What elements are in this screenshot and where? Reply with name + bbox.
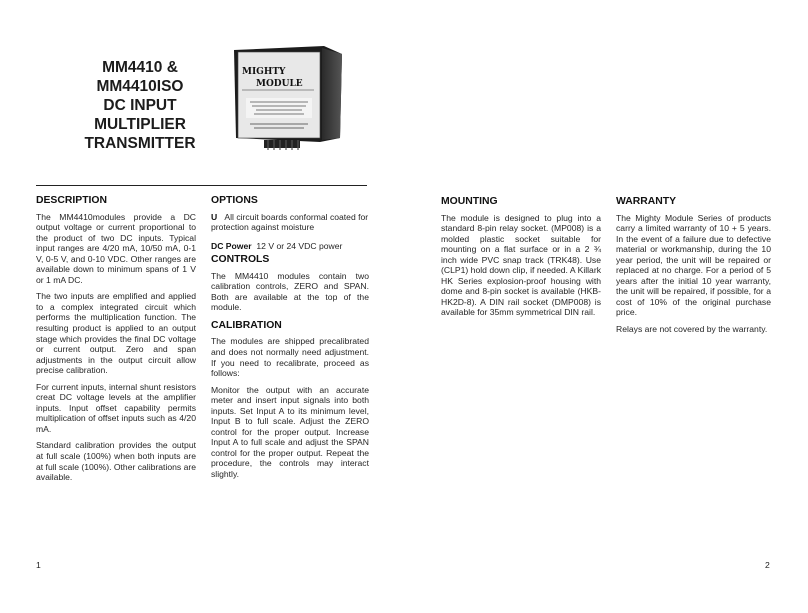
option-item	[211, 241, 369, 252]
controls-heading: CONTROLS	[211, 254, 270, 266]
title-line: MM4410 &	[102, 59, 178, 76]
description-heading: DESCRIPTION	[36, 195, 108, 206]
svg-text:MODULE: MODULE	[256, 79, 303, 89]
paragraph: The module is designed to plug into a standard 8-pin relay socket. (MP008) is a molded plastic socket suitable for mounting on a flat surface or in a 2 ¾ inch wide PVC snap track (TRK48). Use (CLP1) hold down clip, if needed. A Killark HK Series explosion-proof housing with dome and 8-pin socket is available (HKB-HK2D-8). A DIN rail socket (DMP008) is available for 35mm symmetrical DIN rail.	[441, 212, 601, 318]
options-heading: OPTIONS	[211, 195, 258, 206]
title-line: TRANSMITTER	[84, 135, 196, 152]
warranty-section	[616, 197, 771, 341]
calibration-heading: CALIBRATION	[211, 319, 282, 331]
paragraph: Relays are not covered by the warranty.	[616, 324, 768, 335]
option-text: 12 V or 24 VDC power	[256, 240, 343, 251]
paragraph: The two inputs are emplified and applied to a complex integrated circuit which performs the multiplication function. The resulting product is applied to an output stage which provides the final DC voltage or current output. Zero and span adjustments in the output circuit allow precise calibration.	[36, 291, 196, 376]
title-line: DC INPUT	[103, 97, 177, 114]
product-title	[70, 58, 210, 153]
options-controls-calibration-column	[211, 196, 369, 486]
option-text: All circuit boards conformal coated for protection against moisture	[211, 211, 369, 233]
option-code: DC Power	[211, 240, 252, 251]
paragraph: The Mighty Module Series of products carry a limited warranty of 10 + 5 years. In the event of a failure due to defective material or workmanship, during the 10 year period, the unit will be repaired or replaced at no charge. For a period of 5 years after the initial 10 year warranty, the unit will be repaired, if possible, for a cost of 10% of the original purchase price.	[616, 212, 771, 318]
page-number-right: 2	[765, 560, 770, 570]
paragraph: Standard calibration provides the output at full scale (100%) when both inputs are at full scale (100%). Other calibrations are available.	[36, 440, 197, 483]
title-line: MULTIPLIER	[94, 116, 186, 133]
warranty-heading: WARRANTY	[616, 196, 677, 207]
logo-text: MIGHTY	[242, 67, 286, 77]
page-number-left: 1	[36, 560, 41, 570]
paragraph: The MM4410 modules contain two calibration controls, ZERO and SPAN. Both are available at the top of the module.	[211, 270, 369, 313]
option-item	[211, 212, 369, 233]
title-line: MM4410ISO	[96, 78, 184, 95]
description-section	[36, 196, 196, 489]
option-code: U	[211, 211, 218, 222]
header-divider	[36, 185, 367, 186]
paragraph: For current inputs, internal shunt resistors creat DC voltage levels at the amplifier inputs. Input offset capability permits multiplication of offset inputs such as 4/20 mA.	[36, 381, 196, 434]
paragraph: Monitor the output with an accurate meter and insert input signals into both inputs. Set Input A to its minimum level, Input B to full scale. Adjust the ZERO control for the proper output. Increase Input A to full scale and adjust the SPAN control for the proper output. Repeat the procedure, the controls may interact slightly.	[211, 384, 369, 480]
mounting-heading: MOUNTING	[441, 196, 498, 207]
module-product-photo	[228, 40, 346, 150]
paragraph: The modules are shipped precalibrated and does not normally need adjustment. If you need to recalibrate, proceed as follows:	[211, 336, 369, 379]
paragraph: The MM4410modules provide a DC output voltage or current proportional to the product of two DC inputs. Typical input ranges are 4/20 mA, 10/50 mA, 0-1 V, 0-5 V, and 0-10 VDC. Other ranges are available down to minimum spans of 1 V or 1 mA DC.	[36, 211, 196, 285]
mounting-section	[441, 197, 601, 324]
